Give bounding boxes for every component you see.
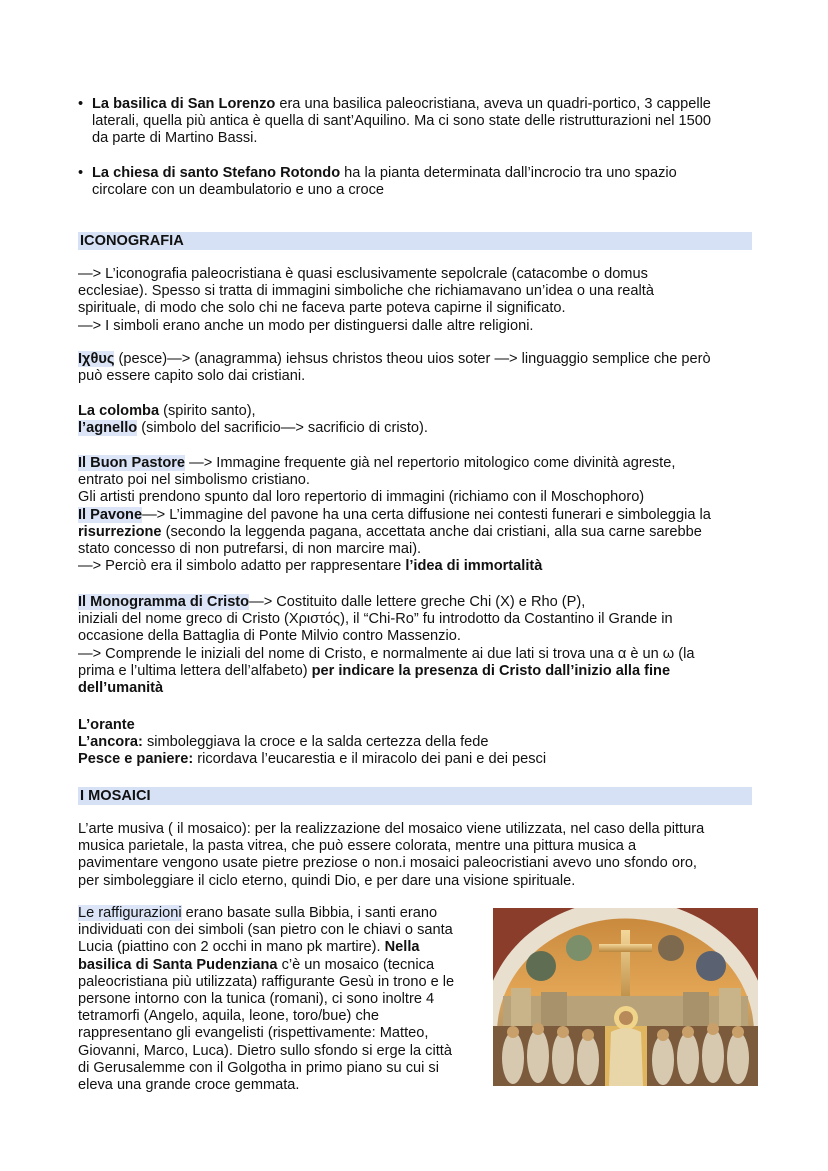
- term-colomba: La colomba: [78, 403, 160, 419]
- paragraph-text: (spirito santo),: [159, 403, 256, 419]
- paragraph-line: rappresentano gli evangelisti (rispettivamente: Matteo,: [78, 1025, 429, 1042]
- bullet-text: circolare con un deambulatorio e uno a croce: [92, 182, 385, 199]
- monogramma-paragraph: [78, 594, 758, 697]
- term-pavone: Il Pavone: [78, 506, 143, 523]
- paragraph-line: entrato poi nel simbolismo cristiano.: [78, 472, 310, 489]
- paragraph-text: Lucia (piattino con 2 occhi in mano pk martire).: [78, 939, 385, 956]
- building: [541, 992, 567, 1026]
- paragraph-text: c’è un mosaico (tecnica: [277, 956, 435, 973]
- section-heading-mosaici: I MOSAICI: [78, 787, 752, 805]
- tetramorph-angel-icon: [526, 951, 556, 981]
- bullet-text: era una basilica paleocristiana, aveva un quadri-portico, 3 cappelle: [275, 96, 711, 112]
- paragraph-line: Giovanni, Marco, Luca). Dietro sullo sfondo si erge la città: [78, 1042, 452, 1059]
- ichthys-paragraph: [78, 351, 758, 385]
- term-immortalita: l’idea di immortalità: [405, 558, 543, 575]
- building: [683, 992, 709, 1026]
- paragraph-line: eleva una grande croce gemmata.: [78, 1077, 300, 1094]
- bullet-text: laterali, quella più antica è quella di sant’Aquilino. Ma ci sono state delle ristrutturazioni nel 1500: [92, 113, 711, 130]
- paragraph-bold: per indicare la presenza di Cristo dall’inizio alla fine: [311, 662, 671, 679]
- cross-arm: [599, 944, 652, 952]
- paragraph-line: pavimentare vengono usate pietre preziose o non.i mosaici paleocristiani avevo uno sfondo oro,: [78, 855, 697, 872]
- paragraph-line: tetramorfi (Angelo, aquila, leone, toro/bue) che: [78, 1008, 379, 1025]
- mosaici-intro: [78, 821, 758, 890]
- term-monogramma: Il Monogramma di Cristo: [78, 594, 250, 610]
- bullet-dot: •: [78, 165, 84, 181]
- iconografia-intro: [78, 266, 758, 335]
- bullet-dot: •: [78, 96, 84, 112]
- paragraph-text: ricordava l’eucarestia e il miracolo dei pani e dei pesci: [193, 751, 547, 768]
- building: [511, 988, 531, 1026]
- paragraph-text: simboleggiava la croce e la salda certezza della fede: [142, 734, 489, 751]
- paragraph-text: (simbolo del sacrificio—> sacrificio di cristo).: [137, 420, 428, 437]
- bullet-text: da parte di Martino Bassi.: [92, 130, 258, 147]
- paragraph-text: (secondo la leggenda pagana, accettata anche dai cristiani, alla sua carne sarebbe: [161, 523, 702, 540]
- mosaic-illustration: [493, 908, 758, 1086]
- term-pesce-paniere: Pesce e paniere:: [78, 751, 194, 768]
- paragraph-line: Gli artisti prendono spunto dal loro repertorio di immagini (richiamo con il Moschophoro): [78, 489, 645, 506]
- term-ichthys: Ιχθυς: [78, 351, 115, 367]
- bullet-bold: La chiesa di santo Stefano Rotondo: [92, 165, 341, 181]
- term-ancora: L’ancora:: [78, 734, 143, 751]
- raffigurazioni-paragraph: [78, 905, 488, 1094]
- santa-pudenziana-mosaic-image: [493, 908, 758, 1086]
- term-risurrezione: risurrezione: [78, 523, 162, 540]
- bullet-santo-stefano: [78, 165, 758, 199]
- term-santa-pudenziana: basilica di Santa Pudenziana: [78, 956, 278, 973]
- paragraph-line: di Gerusalemme con il Golgotha in primo piano su cui si: [78, 1059, 439, 1076]
- paragraph-line: persone intorno con la tunica (romani), ci sono inoltre 4: [78, 991, 435, 1008]
- paragraph-text: —> Immagine frequente già nel repertorio mitologico come divinità agreste,: [185, 455, 676, 471]
- bullet-san-lorenzo: [78, 96, 758, 148]
- paragraph-line: L’arte musiva ( il mosaico): per la realizzazione del mosaico viene utilizzata, nel caso della pittura: [78, 821, 705, 837]
- paragraph-line: occasione della Battaglia di Ponte Milvio contro Massenzio.: [78, 628, 461, 645]
- tetramorph-eagle-icon: [696, 951, 726, 981]
- tetramorph-ox-icon: [658, 935, 684, 961]
- term-orante: L’orante: [78, 717, 135, 733]
- christ-figure: [609, 1028, 643, 1086]
- paragraph-bold: dell’umanità: [78, 680, 164, 697]
- buon-pastore-pavone: [78, 455, 758, 575]
- paragraph-line: iniziali del nome greco di Cristo (Χριστός), il “Chi-Ro” fu introdotto da Costantino il Grande in: [78, 611, 673, 628]
- paragraph-text: —> L’immagine del pavone ha una certa diffusione nei contesti funerari e simboleggia la: [142, 506, 711, 523]
- paragraph-line: paleocristiana più utilizzata) raffigurante Gesù in trono e le: [78, 973, 455, 990]
- paragraph-line: può essere capito solo dai cristiani.: [78, 368, 306, 385]
- term-raffigurazioni: Le raffigurazioni: [78, 905, 182, 921]
- other-symbols: [78, 717, 758, 769]
- paragraph-bold: Nella: [384, 939, 420, 956]
- paragraph-text: —> Costituito dalle lettere greche Chi (X) e Rho (P),: [249, 594, 586, 610]
- paragraph-line: musica parietale, la pasta vitrea, che può essere colorata, mentre una pittura musica a: [78, 838, 637, 855]
- paragraph-line: —> Comprende le iniziali del nome di Cristo, e normalmente ai due lati si trova una α è un ω (la: [78, 645, 695, 662]
- paragraph-line: —> L’iconografia paleocristiana è quasi esclusivamente sepolcrale (catacombe o domus: [78, 266, 648, 282]
- paragraph-text: —> Perciò era il simbolo adatto per rappresentare: [78, 558, 406, 575]
- building: [719, 988, 741, 1026]
- paragraph-line: spirituale, di modo che solo chi ne faceva parte poteva capirne il significato.: [78, 300, 566, 317]
- section-heading-iconografia: ICONOGRAFIA: [78, 232, 752, 250]
- tetramorph-lion-icon: [566, 935, 592, 961]
- paragraph-text: (pesce)—> (anagramma) iehsus christos theou uios soter —> linguaggio semplice che però: [114, 351, 711, 367]
- paragraph-line: individuati con dei simboli (san pietro con le chiavi o santa: [78, 922, 453, 939]
- paragraph-line: —> I simboli erano anche un modo per distinguersi dalle altre religioni.: [78, 317, 534, 334]
- paragraph-line: stato concesso di non putrefarsi, di non marcire mai).: [78, 541, 422, 558]
- paragraph-text: erano basate sulla Bibbia, i santi erano: [181, 905, 438, 921]
- term-buon-pastore: Il Buon Pastore: [78, 455, 186, 471]
- paragraph-line: per simboleggiare il ciclo eterno, quindi Dio, e per dare una visione spirituale.: [78, 872, 576, 889]
- paragraph-line: ecclesiae). Spesso si tratta di immagini simboliche che richiamavano un’idea o una realtà: [78, 283, 654, 300]
- term-agnello: l’agnello: [78, 420, 138, 437]
- bullet-text: ha la pianta determinata dall’incrocio tra uno spazio: [340, 165, 677, 181]
- paragraph-text: prima e l’ultima lettera dell’alfabeto): [78, 662, 312, 679]
- colomba-agnello: [78, 403, 758, 437]
- bullet-bold: La basilica di San Lorenzo: [92, 96, 276, 112]
- christ-head: [619, 1011, 633, 1025]
